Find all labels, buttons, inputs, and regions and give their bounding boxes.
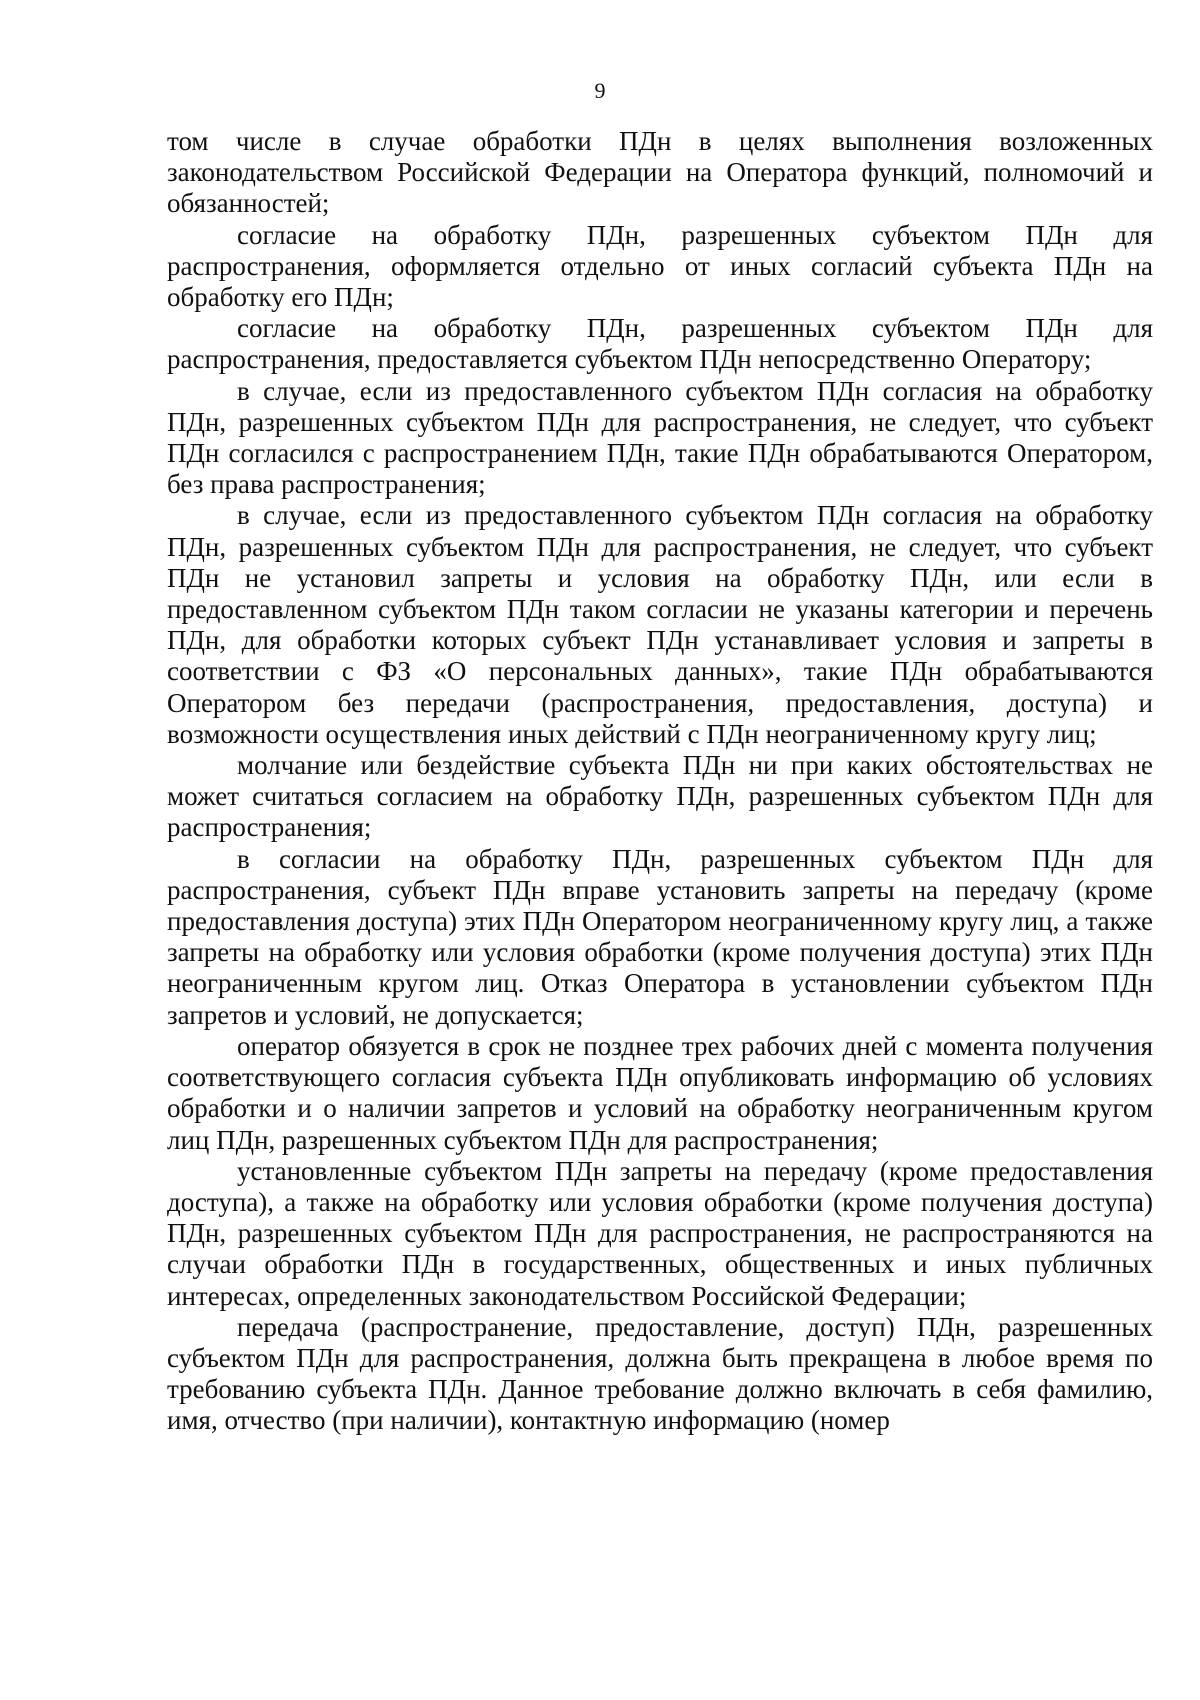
paragraph: том числе в случае обработки ПДн в целях выполнения возложенных законодательством Российской Федерации на Оператора функций, полномочий и обязанностей; [167,126,1153,219]
paragraph: молчание или бездействие субъекта ПДн ни при каких обстоятельствах не может считаться согласием на обработку ПДн, разрешенных субъектом ПДн для распространения; [167,750,1153,843]
paragraph: передача (распространение, предоставление, доступ) ПДн, разрешенных субъектом ПДн для распространения, должна быть прекращена в любое время по требованию субъекта ПДн. Данное требование должно включать в себя фамилию, имя, отчество (при наличии), контактную информацию (номер [167,1311,1153,1436]
paragraph: в согласии на обработку ПДн, разрешенных субъектом ПДн для распространения, субъект ПДн вправе установить запреты на передачу (кроме предоставления доступа) этих ПДн Оператором неограниченному кругу лиц, а также запреты на обработку или условия обработки (кроме получения доступа) этих ПДн неограниченным кругом лиц. Отказ Оператора в установлении субъектом ПДн запретов и условий, не допускается; [167,843,1153,1030]
paragraph: в случае, если из предоставленного субъектом ПДн согласия на обработку ПДн, разрешенных субъектом ПДн для распространения, не следует, что субъект ПДн согласился с распространением ПДн, такие ПДн обрабатываются Оператором, без права распространения; [167,375,1153,500]
paragraph: установленные субъектом ПДн запреты на передачу (кроме предоставления доступа), а также на обработку или условия обработки (кроме получения доступа) ПДн, разрешенных субъектом ПДн для распространения, не распространяются на случаи обработки ПДн в государственных, общественных и иных публичных интересах, определенных законодательством Российской Федерации; [167,1155,1153,1311]
paragraph: оператор обязуется в срок не позднее трех рабочих дней с момента получения соответствующего согласия субъекта ПДн опубликовать информацию об условиях обработки и о наличии запретов и условий на обработку неограниченным кругом лиц ПДн, разрешенных субъектом ПДн для распространения; [167,1030,1153,1155]
document-body [167,126,1153,1437]
paragraph: согласие на обработку ПДн, разрешенных субъектом ПДн для распространения, оформляется отдельно от иных согласий субъекта ПДн на обработку его ПДн; [167,219,1153,313]
paragraph: согласие на обработку ПДн, разрешенных субъектом ПДн для распространения, предоставляется субъектом ПДн непосредственно Оператору; [167,313,1153,375]
paragraph: в случае, если из предоставленного субъектом ПДн согласия на обработку ПДн, разрешенных субъектом ПДн для распространения, не следует, что субъект ПДн не установил запреты и условия на обработку ПДн, или если в предоставленном субъектом ПДн таком согласии не указаны категории и перечень ПДн, для обработки которых субъект ПДн устанавливает условия и запреты в соответствии с ФЗ «О персональных данных», такие ПДн обрабатываются Оператором без передачи (распространения, предоставления, доступа) и возможности осуществления иных действий с ПДн неограниченному кругу лиц; [167,500,1153,749]
page-number: 9 [594,78,606,103]
